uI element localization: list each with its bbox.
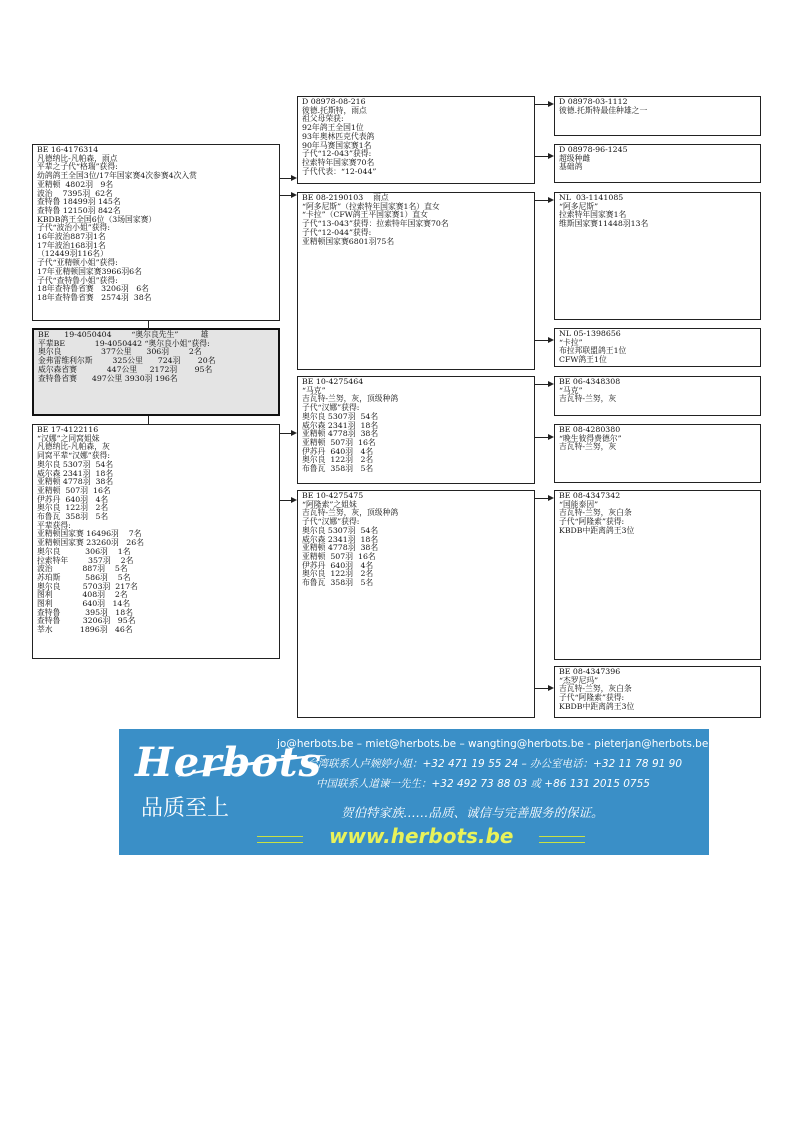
pedigree-line: 平辈BE 19-4050442 “奥尔良小姐”获得: — [38, 338, 210, 348]
website-link[interactable]: www.herbots.be — [329, 824, 514, 848]
decorative-bar-left — [257, 836, 303, 843]
pedigree-line: 图利 640羽 14名 — [37, 599, 131, 609]
pedigree-line: 同窝平辈“汉娜”获得: — [37, 451, 110, 461]
pedigree-line: 伊苏丹 640羽 4名 — [37, 494, 109, 504]
sire-dam-sire-box — [554, 192, 761, 320]
pedigree-line: 威尔森省赛 447公里 2172羽 95名 — [38, 364, 213, 374]
pedigree-line: 威尔森 2341羽 18名 — [37, 468, 114, 478]
arrow-icon — [548, 434, 554, 440]
pedigree-line: 威尔森 2341羽 18名 — [302, 534, 379, 544]
pedigree-line: 亚精顿 507羽 16名 — [302, 437, 376, 447]
pedigree-line: 子代“汉娜”获得: — [302, 517, 360, 527]
pedigree-line: 17年波治168羽1名 — [37, 240, 106, 250]
pedigree-line: 亚精顿 4802羽 9名 — [37, 179, 114, 189]
pedigree-line: D 08978-08-216 — [302, 97, 366, 106]
pedigree-line: 子代“亚精顿小姐”获得: — [37, 258, 118, 268]
pedigree-line: 维斯国家赛11448羽13名 — [559, 219, 649, 229]
pedigree-line: 吉瓦特-兰努，灰，顶级种鸽 — [302, 508, 399, 518]
pedigree-line: 吉瓦特-兰努，灰白条 — [559, 508, 632, 518]
contact-emails[interactable]: jo@herbots.be – miet@herbots.be – wangting@herbots.be - pieterjan@herbots.be — [277, 738, 709, 750]
connector — [535, 384, 549, 385]
pedigree-line: BE 10-4275475 — [302, 491, 364, 500]
china-contact: 中国联系人道谏一先生：+32 492 73 88 03 或 +86 131 2015 0755 — [316, 778, 650, 790]
pedigree-line: 吉瓦特-兰努，灰，顶级种鸽 — [302, 394, 399, 404]
pedigree-line: 平辈获得: — [37, 520, 71, 530]
pedigree-line: 16年波治887羽1名 — [37, 232, 106, 242]
sire-sire-sire-box — [554, 96, 761, 136]
connector — [535, 156, 549, 157]
pedigree-line: 17年亚精顿国家赛3966羽6名 — [37, 266, 142, 276]
pedigree-line: 子代“阿隆索”获得: — [559, 517, 625, 527]
pedigree-line: 波治 887羽 5名 — [37, 564, 128, 574]
pedigree-line: BE 08-2190103 雨点 — [302, 193, 389, 202]
pedigree-line: BE 17-4122116 — [37, 425, 99, 434]
pedigree-line: （12449羽116名） — [37, 249, 108, 259]
pedigree-line: 奥尔良 306羽 1名 — [37, 546, 131, 556]
pedigree-line: “晚生彼得费德尔” — [559, 433, 622, 443]
pedigree-line: 查特鲁省赛 497公里 3930羽 196名 — [38, 373, 178, 383]
connector — [535, 688, 549, 689]
pedigree-line: BE 10-4275464 — [302, 377, 364, 386]
arrow-icon — [291, 430, 297, 436]
dam-dam-dam-box — [554, 666, 761, 718]
pedigree-line: 奥尔良 5307羽 54名 — [302, 411, 379, 421]
pedigree-line: “国能泰因” — [559, 499, 599, 509]
pedigree-line: 亚精顿 4778羽 38名 — [302, 429, 379, 439]
pedigree-line: NL 05-1398656 — [559, 329, 621, 338]
pedigree-line: 子代“查特鲁小姐”获得: — [37, 275, 118, 285]
pedigree-line: 奥尔良 122羽 2名 — [302, 569, 374, 579]
dam-dam-sire-box — [554, 490, 761, 660]
pedigree-line: 基础鸽 — [559, 162, 583, 172]
pedigree-line: 平辈之子代“格瑞”获得: — [37, 162, 118, 172]
connector — [535, 437, 549, 438]
pedigree-line: 吉瓦特-兰努，灰 — [559, 442, 617, 452]
pedigree-line: 拉索特年 357羽 2名 — [37, 555, 134, 565]
herbots-banner — [119, 729, 709, 855]
herbots-logo: Herbots — [135, 739, 322, 786]
pedigree-line: KBDB中距离鸽王3位 — [559, 701, 635, 711]
pedigree-line: 超级种雌 — [559, 153, 591, 163]
pedigree-line: 奥尔良 5307羽 54名 — [302, 525, 379, 535]
pedigree-line: 亚精顿 507羽 16名 — [37, 485, 111, 495]
subject-box — [32, 328, 280, 416]
arrow-icon — [548, 495, 554, 501]
connector — [535, 340, 549, 341]
dam-sire-dam-box — [554, 424, 761, 483]
pedigree-line: 奥尔良 5703羽 217名 — [37, 581, 138, 591]
arrow-icon — [548, 685, 554, 691]
pedigree-line: KBDB中距离鸽王3位 — [559, 525, 635, 535]
pedigree-line: “阿多尼斯”（拉索特年国家赛1名）直女 — [302, 201, 440, 211]
pedigree-line: 亚精顿国家赛6801羽75名 — [302, 236, 395, 246]
pedigree-line: 彼德.托斯特，雨点 — [302, 105, 367, 115]
pedigree-line: NL 03-1141085 — [559, 193, 624, 202]
pedigree-line: 子代“汉娜”获得: — [302, 403, 360, 413]
sire-dam-box — [297, 192, 535, 370]
pedigree-line: “卡拉” — [559, 337, 583, 347]
pedigree-line: 图利 408羽 2名 — [37, 590, 128, 600]
pedigree-line: BE 08-4280380 — [559, 425, 621, 434]
pedigree-line: 查特鲁 395羽 18名 — [37, 607, 134, 617]
pedigree-line: 18年查特鲁省赛 3206羽 6名 — [37, 284, 149, 294]
pedigree-line: D 08978-96-1245 — [559, 145, 628, 154]
pedigree-line: 子代“阿隆索”获得: — [559, 693, 625, 703]
pedigree-line: 奥尔良 5307羽 54名 — [37, 459, 114, 469]
arrow-icon — [291, 192, 297, 198]
pedigree-line: “杰罗尼玛” — [559, 675, 599, 685]
pedigree-line: “阿隆索”之姐妹 — [302, 499, 357, 509]
pedigree-line: 亚精顿 507羽 16名 — [302, 551, 376, 561]
pedigree-line: 布鲁瓦 358羽 5名 — [302, 464, 374, 474]
arrow-icon — [548, 337, 554, 343]
dam-dam-box — [297, 490, 535, 718]
pedigree-line: 布鲁瓦 358羽 5名 — [302, 578, 374, 588]
arrow-icon — [548, 101, 554, 107]
pedigree-line: 子代“13-043”获得：拉索特年国家赛70名 — [302, 219, 449, 229]
arrow-icon — [291, 497, 297, 503]
arrow-icon — [548, 197, 554, 203]
pedigree-line: 子代代表：“12-044” — [302, 166, 377, 176]
connector — [535, 498, 549, 499]
connector — [535, 200, 549, 201]
pedigree-line: 布拉邦联盟鸽王1位 — [559, 346, 627, 356]
pedigree-line: KBDB鸽王全国6位（3场国家赛） — [37, 214, 157, 224]
pedigree-line: 18年查特鲁省赛 2574羽 38名 — [37, 292, 152, 302]
pedigree-line: 吉瓦特-兰努，灰白条 — [559, 684, 632, 694]
sire-box — [32, 144, 280, 321]
pedigree-line: 90年马赛国家赛1名 — [302, 140, 372, 150]
sire-dam-dam-box — [554, 328, 761, 367]
pedigree-line: BE 06-4348308 — [559, 377, 621, 386]
pedigree-line: 查特鲁 12150羽 842名 — [37, 205, 121, 215]
pedigree-line: 布鲁瓦 358羽 5名 — [37, 512, 109, 522]
pedigree-line: 查特鲁 3206羽 95名 — [37, 616, 136, 626]
arrow-icon — [548, 153, 554, 159]
pedigree-line: 波治 7395羽 62名 — [37, 188, 113, 198]
pedigree-line: 亚精顿国家赛 23260羽 26名 — [37, 538, 145, 548]
dam-sire-sire-box — [554, 376, 761, 416]
decorative-bar-right — [539, 836, 585, 843]
dam-box — [32, 424, 280, 659]
pedigree-line: “马克” — [559, 385, 583, 395]
pedigree-line: 子代“12-043”获得: — [302, 149, 372, 159]
pedigree-line: 92年鸽王全国1位 — [302, 123, 364, 133]
pedigree-line: BE 08-4347396 — [559, 667, 621, 676]
pedigree-line: 祖父母荣获: — [302, 114, 344, 124]
pedigree-line: 伊苏丹 640羽 4名 — [302, 446, 374, 456]
pedigree-line: 凡德纳比-凡帕森，雨点 — [37, 153, 118, 163]
pedigree-line: “汉娜”之同窝姐妹 — [37, 433, 100, 443]
pedigree-line: 莘水 1896羽 46名 — [37, 625, 133, 635]
pedigree-line: “阿多尼斯” — [559, 201, 599, 211]
arrow-icon — [291, 175, 297, 181]
connector — [148, 321, 149, 329]
connector — [148, 416, 149, 424]
taiwan-contact: 台湾联系人卢婉婷小姐：+32 471 19 55 24 – 办公室电话：+32 11 78 91 90 — [307, 758, 683, 770]
pedigree-line: 奥尔良 122羽 2名 — [302, 455, 374, 465]
pedigree-line: 凡德纳比-凡帕森，灰 — [37, 442, 110, 452]
pedigree-line: 伊苏丹 640羽 4名 — [302, 560, 374, 570]
pedigree-line: 拉索特年国家赛1名 — [559, 210, 627, 220]
pedigree-line: 奥尔良 377公里 306羽 2名 — [38, 347, 202, 357]
pedigree-line: BE 08-4347342 — [559, 491, 621, 500]
pedigree-line: 威尔森 2341羽 18名 — [302, 420, 379, 430]
pedigree-line: 93年奥林匹克代表鸽 — [302, 131, 375, 141]
pedigree-line: CFW鸽王1位 — [559, 355, 607, 365]
pedigree-line: BE 16-4176314 — [37, 145, 99, 154]
banner-tagline: 品质至上 — [141, 796, 230, 821]
pedigree-line: “马克” — [302, 385, 326, 395]
pedigree-line: 亚精顿国家赛 16496羽 7名 — [37, 529, 142, 539]
pedigree-line: 幼鸽鸽王全国3位/17年国家赛4次参赛4次入赏 — [37, 171, 197, 181]
pedigree-line: D 08978-03-1112 — [559, 97, 628, 106]
pedigree-line: 拉索特年国家赛70名 — [302, 157, 375, 167]
connector — [535, 104, 549, 105]
pedigree-line: 亚精顿 4778羽 38名 — [302, 543, 379, 553]
arrow-icon — [548, 381, 554, 387]
pedigree-line: 查特鲁 18499羽 145名 — [37, 197, 121, 207]
pedigree-line: 吉瓦特-兰努，灰 — [559, 394, 617, 404]
pedigree-line: 苏珀斯 586羽 5名 — [37, 572, 131, 582]
banner-slogan: 贺伯特家族……品质、诚信与完善服务的保证。 — [341, 805, 604, 820]
sire-sire-dam-box — [554, 144, 761, 183]
pedigree-line: 金弗雷维利尔斯 325公里 724羽 20名 — [38, 356, 216, 366]
pedigree-line: BE 19-4050404 “奥尔良先生” 雄 — [38, 330, 209, 339]
pedigree-line: 奥尔良 122羽 2名 — [37, 503, 109, 513]
pedigree-line: “卡拉”（CFW鸽王平国家赛1）直女 — [302, 210, 428, 220]
pedigree-line: 子代“12-044”获得: — [302, 227, 372, 237]
pedigree-line: 彼德.托斯特最佳种雄之一 — [559, 105, 648, 115]
pedigree-line: 子代“波治小姐”获得: — [37, 223, 110, 233]
dam-sire-box — [297, 376, 535, 484]
pedigree-line: 亚精顿 4778羽 38名 — [37, 477, 114, 487]
sire-sire-box — [297, 96, 535, 184]
